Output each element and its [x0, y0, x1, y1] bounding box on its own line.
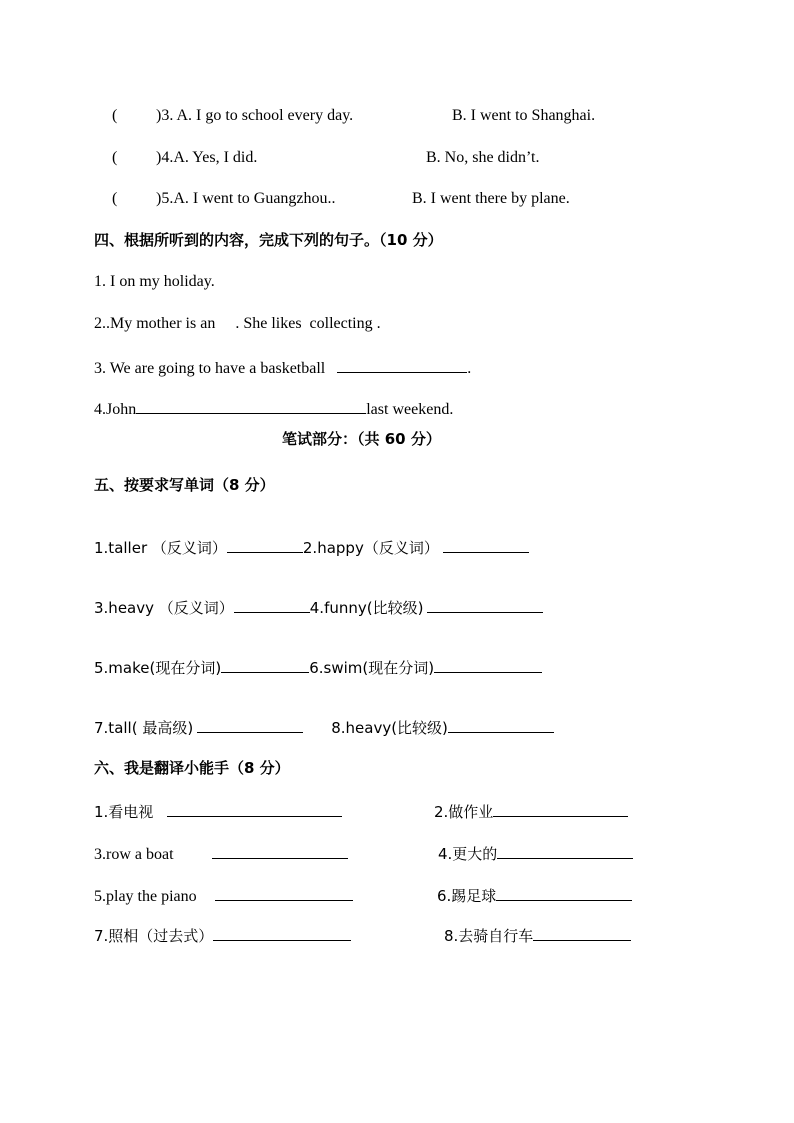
answer-blank[interactable]	[497, 842, 633, 859]
option-a: )4.A. Yes, I did.	[156, 149, 258, 166]
answer-paren[interactable]: (	[112, 190, 118, 207]
answer-blank[interactable]	[221, 656, 309, 673]
written-part-title: 笔试部分：（共 60 分）	[282, 430, 441, 448]
answer-blank[interactable]	[448, 716, 554, 733]
section5-row-4: 7.tall( 最高级) 8.heavy(比较级)	[94, 716, 554, 739]
section5-heading: 五、按要求写单词（8 分）	[94, 476, 275, 494]
section6-heading: 六、我是翻译小能手（8 分）	[94, 759, 290, 777]
option-a: )3. A. I go to school every day.	[156, 107, 354, 124]
answer-blank[interactable]	[167, 800, 342, 817]
section4-q1: 1. I on my holiday.	[94, 273, 215, 290]
answer-blank[interactable]	[197, 716, 303, 733]
answer-blank[interactable]	[213, 924, 351, 941]
answer-blank[interactable]	[212, 842, 348, 859]
answer-blank[interactable]	[215, 884, 353, 901]
answer-blank[interactable]	[136, 397, 366, 414]
answer-blank[interactable]	[496, 884, 632, 901]
section5-row-3: 5.make(现在分词) 6.swim(现在分词)	[94, 656, 542, 679]
answer-blank[interactable]	[337, 356, 467, 373]
answer-blank[interactable]	[227, 536, 303, 553]
answer-blank[interactable]	[427, 596, 543, 613]
option-b: B. No, she didn’t.	[426, 149, 540, 166]
section4-q2: 2..My mother is an . She likes collecting .	[94, 315, 381, 332]
answer-paren[interactable]: (	[112, 107, 118, 124]
section4-q3: 3. We are going to have a basketball .	[94, 356, 471, 379]
option-a: )5.A. I went to Guangzhou..	[156, 190, 336, 207]
answer-blank[interactable]	[493, 800, 628, 817]
section4-heading: 四、根据所听到的内容，完成下列的句子。（10 分）	[94, 231, 443, 249]
option-b: B. I went there by plane.	[412, 190, 570, 207]
answer-blank[interactable]	[533, 924, 631, 941]
answer-blank[interactable]	[443, 536, 529, 553]
section5-row-1: 1.taller （反义词） 2.happy（反义词）	[94, 536, 529, 559]
answer-blank[interactable]	[434, 656, 542, 673]
section5-row-2: 3.heavy （反义词） 4.funny(比较级)	[94, 596, 543, 619]
answer-paren[interactable]: (	[112, 149, 118, 166]
option-b: B. I went to Shanghai.	[452, 107, 596, 124]
section4-q4: 4.John last weekend.	[94, 397, 453, 420]
answer-blank[interactable]	[234, 596, 310, 613]
